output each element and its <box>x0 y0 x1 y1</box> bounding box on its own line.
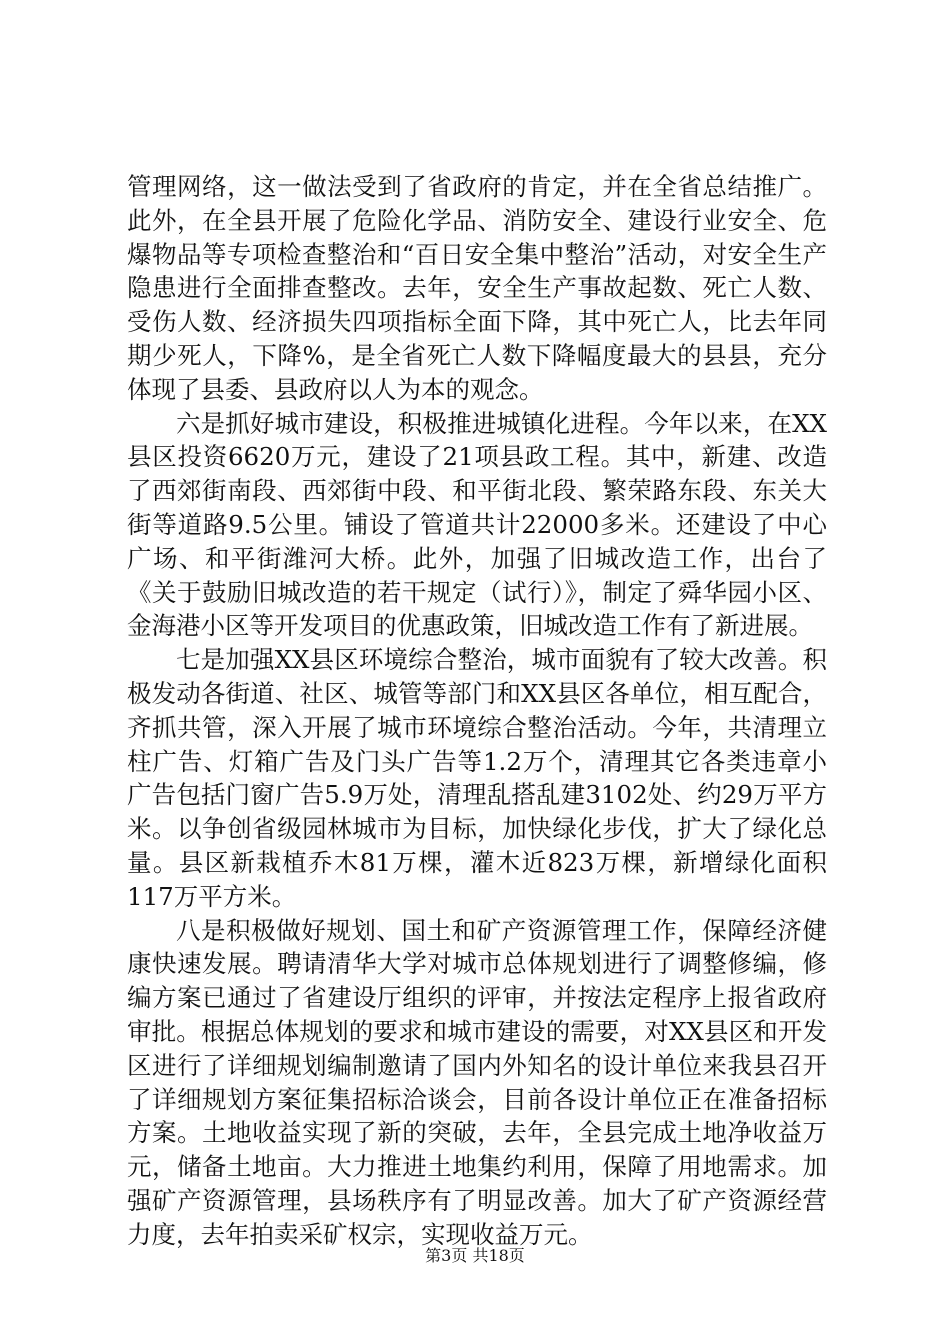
paragraph-3: 七是加强XX县区环境综合整治，城市面貌有了较大改善。积极发动各街道、社区、城管等部门和XX县区各单位，相互配合，齐抓共管，深入开展了城市环境综合整治活动。今年，共清理立柱广告、灯箱广告及门头广告等1.2万个，清理其它各类违章小广告包括门窗广告5.9万处，清理乱搭乱建3102处、约29万平方米。以争创省级园林城市为目标，加快绿化步伐，扩大了绿化总量。县区新栽植乔木81万棵，灌木近823万棵，新增绿化面积117万平方米。 <box>127 645 827 911</box>
paragraph-1: 管理网络，这一做法受到了省政府的肯定，并在全省总结推广。此外，在全县开展了危险化学品、消防安全、建设行业安全、危爆物品等专项检查整治和“百日安全集中整治”活动，对安全生产隐患进行全面排查整改。去年，安全生产事故起数、死亡人数、受伤人数、经济损失四项指标全面下降，其中死亡人，比去年同期少死人，下降%，是全省死亡人数下降幅度最大的县县，充分体现了县委、县政府以人为本的观念。 <box>127 172 827 404</box>
page-number-footer: 第3页 共18页 <box>425 1246 525 1265</box>
paragraph-4: 八是积极做好规划、国土和矿产资源管理工作，保障经济健康快速发展。聘请清华大学对城市总体规划进行了调整修编，修编方案已通过了省建设厅组织的评审，并按法定程序上报省政府审批。根据总体规划的要求和城市建设的需要，对XX县区和开发区进行了详细规划编制邀请了国内外知名的设计单位来我县召开了详细规划方案征集招标洽谈会，目前各设计单位正在准备招标方案。土地收益实现了新的突破，去年，全县完成土地净收益万元，储备土地亩。大力推进土地集约利用，保障了用地需求。加强矿产资源管理，县场秩序有了明显改善。加大了矿产资源经营力度，去年拍卖采矿权宗，实现收益万元。 <box>127 915 827 1249</box>
document-body <box>127 170 827 1252</box>
paragraph-2: 六是抓好城市建设，积极推进城镇化进程。今年以来，在XX县区投资6620万元，建设了21项县政工程。其中，新建、改造了西郊街南段、西郊街中段、和平街北段、繁荣路东段、东关大街等道路9.5公里。铺设了管道共计22000多米。还建设了中心广场、和平街潍河大桥。此外，加强了旧城改造工作，出台了《关于鼓励旧城改造的若干规定（试行）》，制定了舜华园小区、金海港小区等开发项目的优惠政策，旧城改造工作有了新进展。 <box>127 408 827 641</box>
